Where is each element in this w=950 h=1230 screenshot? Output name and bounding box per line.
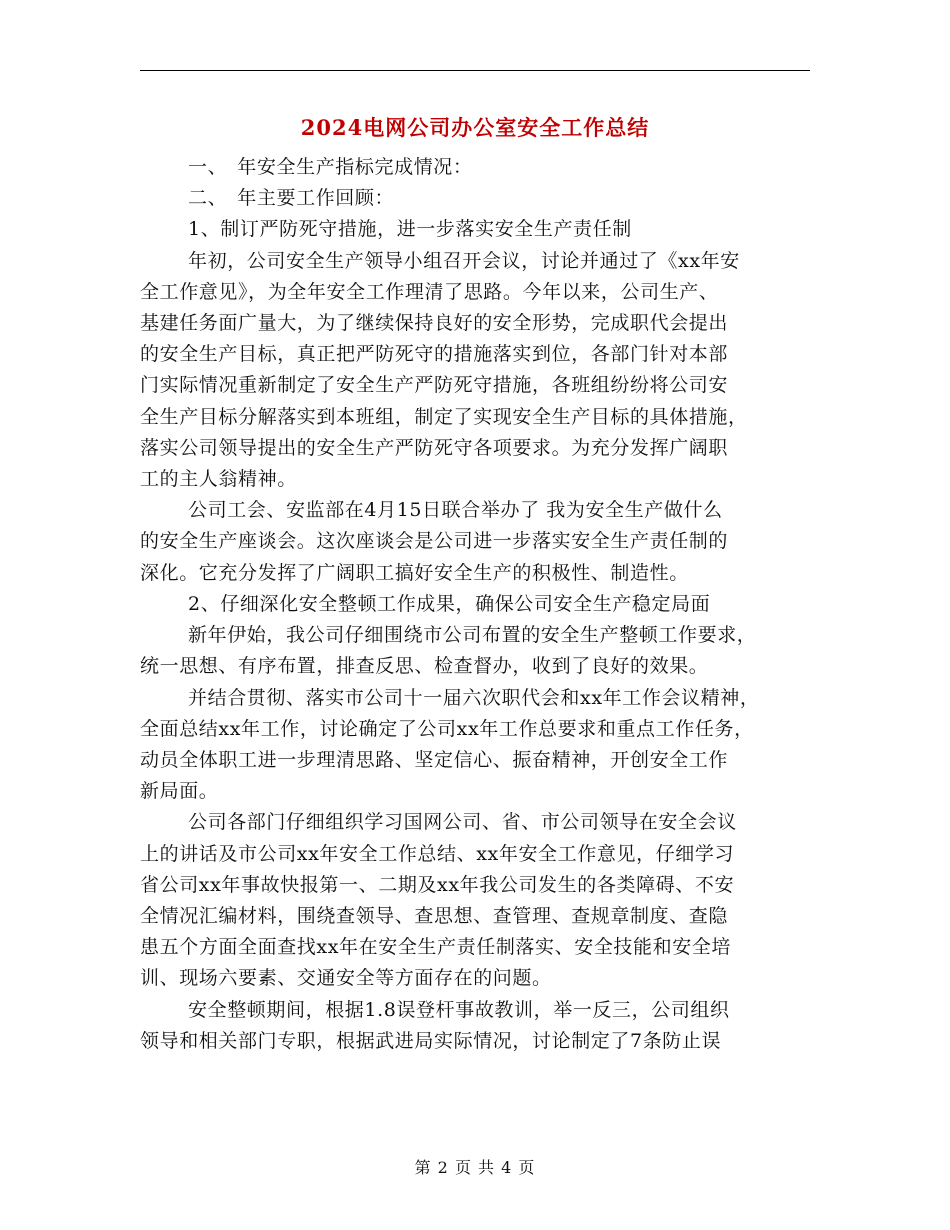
body-line: 的安全生产座谈会。这次座谈会是公司进一步落实安全生产责任制的: [140, 530, 729, 552]
body-line: 训、现场六要素、交通安全等方面存在的问题。: [140, 967, 552, 989]
body-line: 全工作意见》，为全年安全工作理清了思路。今年以来，公司生产、: [140, 281, 719, 303]
body-line: 安全整顿期间，根据1.8误登杆事故教训，举一反三，公司组织: [188, 999, 730, 1021]
body-line: 的安全生产目标，真正把严防死守的措施落实到位，各部门针对本部: [140, 343, 729, 365]
body-line: 1、制订严防死守措施，进一步落实安全生产责任制: [188, 218, 632, 240]
page-number: 第 2 页 共 4 页: [414, 1158, 536, 1177]
body-line: 患五个方面全面查找xx年在安全生产责任制落实、安全技能和安全培: [140, 936, 732, 958]
document-title: 2024电网公司办公室安全工作总结: [300, 115, 650, 140]
body-line: 全生产目标分解落实到本班组，制定了实现安全生产目标的具体措施，: [140, 406, 748, 428]
body-line: 二、 年主要工作回顾：: [188, 187, 395, 209]
body-line: 统一思想、有序布置，排查反思、检查督办，收到了良好的效果。: [140, 655, 709, 677]
body-line: 工的主人翁精神。: [140, 468, 297, 490]
body-line: 省公司xx年事故快报第一、二期及xx年我公司发生的各类障碍、不安: [140, 874, 735, 896]
body-line: 落实公司领导提出的安全生产严防死守各项要求。为充分发挥广阔职: [140, 437, 729, 459]
body-line: 门实际情况重新制定了安全生产严防死守措施，各班组纷纷将公司安: [140, 374, 729, 396]
header-rule: [140, 70, 810, 71]
body-line: 年初，公司安全生产领导小组召开会议，讨论并通过了《xx年安: [188, 250, 740, 272]
body-line: 一、 年安全生产指标完成情况：: [188, 156, 473, 178]
body-line: 新局面。: [140, 780, 219, 802]
body-line: 并结合贯彻、落实市公司十一届六次职代会和xx年工作会议精神，: [188, 687, 760, 709]
body-line: 全面总结xx年工作，讨论确定了公司xx年工作总要求和重点工作任务，: [140, 718, 754, 740]
body-line: 新年伊始，我公司仔细围绕市公司布置的安全生产整顿工作要求，: [188, 624, 757, 646]
body-line: 2、仔细深化安全整顿工作成果，确保公司安全生产稳定局面: [188, 593, 711, 615]
body-line: 深化。它充分发挥了广阔职工搞好安全生产的积极性、制造性。: [140, 562, 689, 584]
body-line: 基建任务面广量大，为了继续保持良好的安全形势，完成职代会提出: [140, 312, 729, 334]
body-line: 动员全体职工进一步理清思路、坚定信心、振奋精神，开创安全工作: [140, 749, 729, 771]
body-line: 领导和相关部门专职，根据武进局实际情况，讨论制定了7条防止误: [140, 1030, 722, 1052]
body-line: 公司各部门仔细组织学习国网公司、省、市公司领导在安全会议: [188, 811, 737, 833]
body-line: 全情况汇编材料，围绕查领导、查思想、查管理、查规章制度、查隐: [140, 905, 729, 927]
body-line: 上的讲话及市公司xx年安全工作总结、xx年安全工作意见，仔细学习: [140, 843, 735, 865]
body-line: 公司工会、安监部在4月15日联合举办了 我为安全生产做什么: [188, 499, 723, 521]
